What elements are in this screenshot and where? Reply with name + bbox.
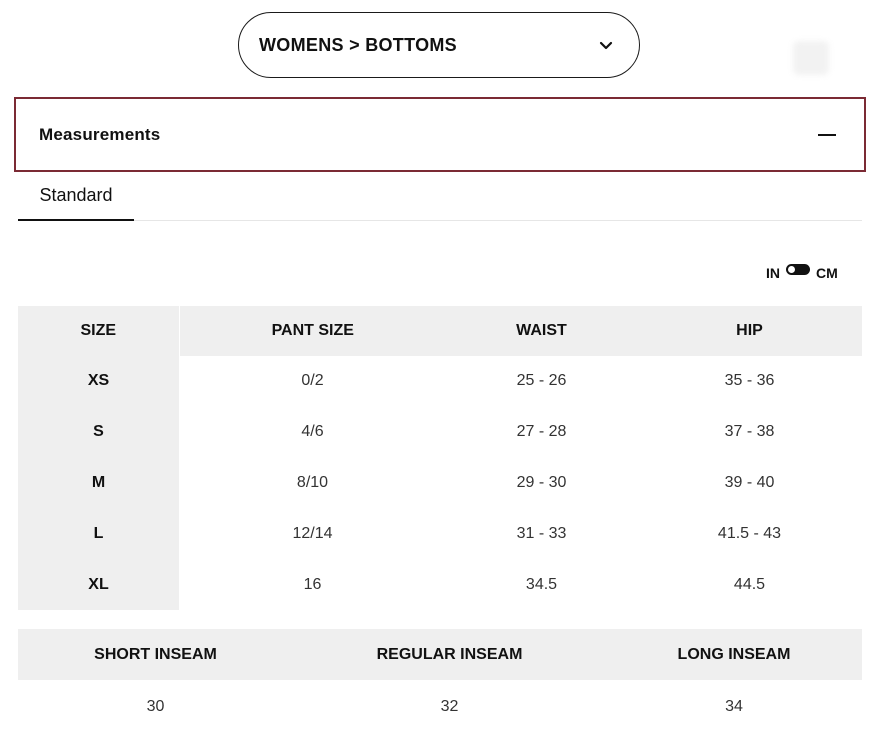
unit-cm-label: CM [816, 264, 838, 281]
cell-hip: 35 - 36 [724, 372, 775, 390]
cell-hip: 41.5 - 43 [717, 524, 782, 542]
cell-size: M [18, 458, 179, 509]
cell-pant-size: 4/6 [301, 423, 324, 441]
header-size: SIZE [18, 306, 179, 356]
chevron-down-icon [597, 37, 615, 55]
category-label: WOMENS > BOTTOMS [259, 34, 457, 55]
cell-waist: 27 - 28 [516, 423, 567, 441]
unit-in-label: IN [766, 264, 780, 281]
header-waist: WAIST [446, 306, 637, 356]
minus-icon[interactable] [818, 134, 836, 136]
cell-size: XL [18, 559, 179, 610]
cell-pant-size: 0/2 [301, 372, 324, 390]
cell-hip: 39 - 40 [724, 473, 775, 491]
cell-size: S [18, 407, 179, 458]
table-row [18, 508, 862, 559]
size-table [18, 306, 862, 610]
cell-size: XS [18, 356, 179, 407]
accordion-title: Measurements [39, 124, 161, 144]
cell-short-inseam: 30 [146, 697, 165, 715]
unit-toggle[interactable] [766, 264, 838, 281]
cell-pant-size: 12/14 [292, 524, 333, 542]
table-row [18, 680, 862, 733]
tab-bar [18, 172, 862, 221]
table-row [18, 559, 862, 610]
category-dropdown[interactable] [238, 12, 640, 78]
cell-size: L [18, 508, 179, 559]
cell-pant-size: 16 [303, 575, 322, 593]
table-row [18, 356, 862, 407]
table-header-row [18, 306, 862, 356]
cell-hip: 44.5 [733, 575, 766, 593]
blurred-patch [793, 41, 829, 75]
cell-waist: 34.5 [525, 575, 558, 593]
cell-waist: 31 - 33 [516, 524, 567, 542]
inseam-table [18, 629, 862, 733]
toggle-switch-icon[interactable] [786, 264, 810, 275]
cell-pant-size: 8/10 [296, 473, 329, 491]
tab-standard[interactable]: Standard [18, 172, 134, 221]
inseam-header-row [18, 629, 862, 680]
measurements-accordion[interactable] [14, 97, 866, 172]
header-short-inseam: SHORT INSEAM [18, 629, 293, 680]
cell-waist: 29 - 30 [516, 473, 567, 491]
cell-waist: 25 - 26 [516, 372, 567, 390]
cell-long-inseam: 34 [725, 697, 743, 715]
table-row [18, 407, 862, 458]
header-hip: HIP [637, 306, 862, 356]
cell-regular-inseam: 32 [440, 697, 459, 715]
header-pant-size: PANT SIZE [179, 306, 446, 356]
cell-hip: 37 - 38 [724, 423, 775, 441]
toggle-knob [788, 266, 795, 273]
header-regular-inseam: REGULAR INSEAM [293, 629, 606, 680]
header-long-inseam: LONG INSEAM [606, 629, 862, 680]
table-row [18, 458, 862, 509]
